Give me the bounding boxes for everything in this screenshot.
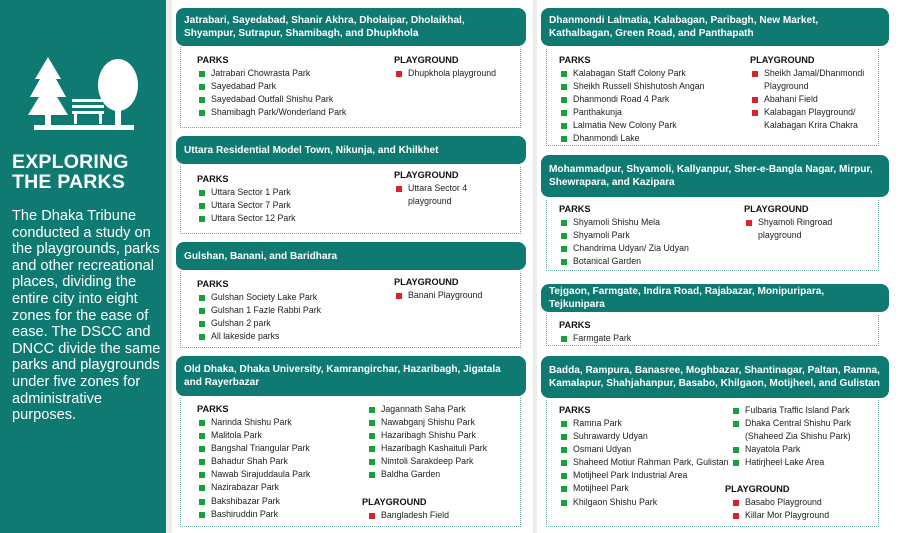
playground-item: Basabo Playground	[731, 496, 875, 509]
park-item: Uttara Sector 7 Park	[197, 199, 387, 212]
park-item: Panthakunja	[559, 106, 739, 119]
playground-heading: PLAYGROUND	[725, 484, 790, 494]
park-item: Shaheed Motiur Rahman Park, Gulistan	[559, 456, 729, 469]
zone-title: Uttara Residential Model Town, Nikunja, and Khilkhet	[176, 136, 526, 164]
park-item: Motijheel Park Industrial Area	[559, 469, 729, 482]
park-item: Hatirjheel Lake Area	[731, 456, 879, 469]
parks-list	[197, 173, 387, 225]
park-item: Jatrabari Chowrasta Park	[197, 67, 387, 80]
park-item: Dhanmondi Road 4 Park	[559, 93, 739, 106]
park-item: Lalmatia New Colony Park	[559, 119, 739, 132]
bench-icon	[72, 99, 104, 124]
park-item: Shyamoli Shishu Mela	[559, 216, 739, 229]
tree-icon	[98, 59, 138, 125]
park-item: Dhanmondi Lake	[559, 132, 739, 145]
playground-list	[362, 496, 517, 522]
playground-heading: PLAYGROUND	[394, 277, 459, 287]
park-item: Nawabganj Shishu Park	[367, 416, 522, 429]
sidebar	[0, 0, 166, 533]
playground-item: Uttara Sector 4 playground	[394, 182, 494, 208]
park-item: Nazirabazar Park	[197, 481, 367, 494]
playground-item: Dhupkhola playground	[394, 67, 519, 80]
park-item: Uttara Sector 12 Park	[197, 212, 387, 225]
park-item: Kalabagan Staff Colony Park	[559, 67, 739, 80]
park-item: Sayedabad Park	[197, 80, 387, 93]
park-item: Gulshan 2 park	[197, 317, 387, 330]
playground-list	[394, 276, 519, 302]
playground-list	[394, 169, 494, 208]
park-item: Bangshal Triangular Park	[197, 442, 367, 455]
park-item: Shamibagh Park/Wonderland Park	[197, 106, 387, 119]
park-item: Osmani Udyan	[559, 443, 729, 456]
tree-icon	[28, 57, 68, 125]
playground-heading: PLAYGROUND	[394, 55, 459, 65]
parks-heading: PARKS	[559, 320, 591, 330]
park-item: Bahadur Shah Park	[197, 455, 367, 468]
parks-heading: PARKS	[559, 204, 591, 214]
park-item: Malitola Park	[197, 429, 367, 442]
playground-heading: PLAYGROUND	[394, 170, 459, 180]
park-item: Dhaka Central Shishu Park (Shaheed Zia Shishu Park)	[731, 417, 879, 443]
playground-item: Abahani Field	[750, 93, 878, 106]
park-item: Sayedabad Outfall Shishu Park	[197, 93, 387, 106]
parks-list	[731, 404, 879, 469]
parks-list	[559, 404, 729, 509]
zone-title: Gulshan, Banani, and Baridhara	[176, 242, 526, 270]
playground-item: Shyamoli Ringroad playground	[744, 216, 864, 242]
park-item: Khilgaon Shishu Park	[559, 496, 729, 509]
park-item: Motijheel Park	[559, 482, 729, 495]
zone-title: Dhanmondi Lalmatia, Kalabagan, Paribagh, New Market, Kathalbagan, Green Road, and Panthapath	[541, 8, 889, 46]
zone-title: Badda, Rampura, Banasree, Moghbazar, Shantinagar, Paltan, Ramna, Kamalapur, Shahjahanpur, Basabo, Khilgaon, Motijheel, and Gulistan	[541, 356, 889, 398]
parks-heading: PARKS	[197, 404, 229, 414]
park-item: Hazaribagh Kashaituli Park	[367, 442, 522, 455]
park-item: Nawab Sirajuddaula Park	[197, 468, 367, 481]
park-item: Nimtoli Sarakdeep Park	[367, 455, 522, 468]
parks-list	[197, 403, 367, 521]
park-item: Hazaribagh Shishu Park	[367, 429, 522, 442]
park-item: Nayatola Park	[731, 443, 879, 456]
parks-list	[197, 278, 387, 343]
park-item: Farmgate Park	[559, 332, 739, 345]
parks-heading: PARKS	[559, 55, 591, 65]
parks-heading: PARKS	[197, 55, 229, 65]
park-item: Uttara Sector 1 Park	[197, 186, 387, 199]
parks-list	[367, 403, 522, 482]
park-item: Baldha Garden	[367, 468, 522, 481]
park-item: Botanical Garden	[559, 255, 739, 268]
playground-heading: PLAYGROUND	[362, 497, 427, 507]
zone-title: Jatrabari, Sayedabad, Shanir Akhra, Dholaipar, Dholaikhal, Shyampur, Sutrapur, Shamibagh, and Dhupkhola	[176, 8, 526, 46]
zone-title: Old Dhaka, Dhaka University, Kamrangirchar, Hazaribagh, Jigatala and Rayerbazar	[176, 356, 526, 396]
parks-list	[559, 54, 739, 146]
park-item: Jagannath Saha Park	[367, 403, 522, 416]
zone-title: Mohammadpur, Shyamoli, Kallyanpur, Sher-e-Bangla Nagar, Mirpur, Shewrapara, and Kazipara	[541, 155, 889, 197]
playground-item: Bangladesh Field	[367, 509, 517, 522]
parks-heading: PARKS	[197, 279, 229, 289]
parks-heading: PARKS	[197, 174, 229, 184]
parks-list	[559, 203, 739, 268]
playground-item: Killar Mor Playground	[731, 509, 875, 522]
playground-item: Sheikh Jamal/Dhanmondi Playground	[750, 67, 878, 93]
park-item: Suhrawardy Udyan	[559, 430, 729, 443]
playground-item: Kalabagan Playground/ Kalabagan Krira Chakra	[750, 106, 878, 132]
park-item: Bakshibazar Park	[197, 495, 367, 508]
park-item: Ramna Park	[559, 417, 729, 430]
park-item: Chandrima Udyan/ Zia Udyan	[559, 242, 739, 255]
park-item: Narinda Shishu Park	[197, 416, 367, 429]
playground-heading: PLAYGROUND	[750, 55, 815, 65]
park-illustration	[28, 55, 140, 135]
parks-list	[197, 54, 387, 119]
page-title: EXPLORING THE PARKS	[12, 151, 129, 193]
park-item: Fulbaria Traffic Island Park	[731, 404, 879, 417]
park-item: Shyamoli Park	[559, 229, 739, 242]
playground-list	[744, 203, 864, 242]
playground-list	[750, 54, 878, 132]
park-item: Gulshan 1 Fazle Rabbi Park	[197, 304, 387, 317]
playground-heading: PLAYGROUND	[744, 204, 809, 214]
playground-list	[725, 483, 875, 522]
playground-item: Banani Playground	[394, 289, 519, 302]
park-item: Sheikh Russell Shishutosh Angan	[559, 80, 739, 93]
parks-heading: PARKS	[559, 405, 591, 415]
park-item: All lakeside parks	[197, 330, 387, 343]
zone-title: Tejgaon, Farmgate, Indira Road, Rajabazar, Monipuripara, Tejkunipara	[541, 284, 889, 312]
playground-list	[394, 54, 519, 80]
intro-text: The Dhaka Tribune conducted a study on the playgrounds, parks and other recreational places, dividing the entire city into eight zones for the ease of ease. The DSCC and DNCC divide the same parks and playgrounds under five zones for administrative purposes.	[12, 208, 161, 424]
park-item: Gulshan Society Lake Park	[197, 291, 387, 304]
park-item: Bashiruddin Park	[197, 508, 367, 521]
parks-list	[559, 319, 739, 345]
